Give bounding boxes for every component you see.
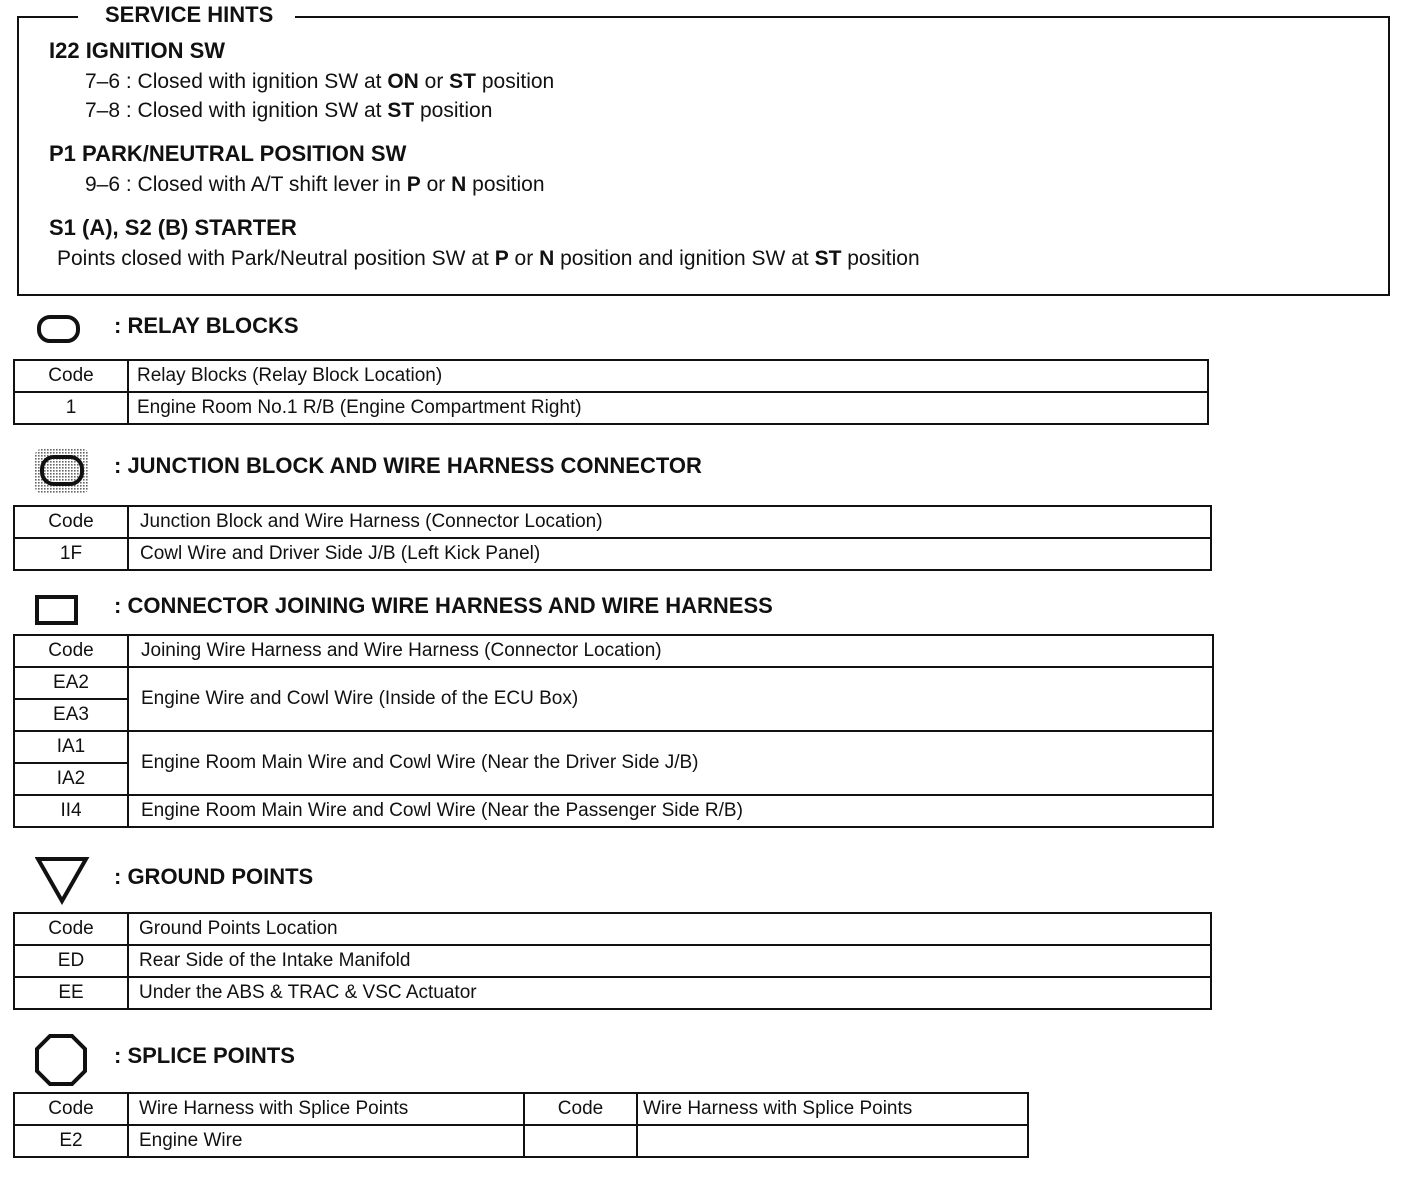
table-row xyxy=(14,392,1208,424)
relay-blocks-title: : RELAY BLOCKS xyxy=(114,313,299,338)
ground-points-title: : GROUND POINTS xyxy=(114,864,314,889)
table-header-row xyxy=(14,1093,1028,1125)
cell-desc xyxy=(637,1125,1028,1157)
table-row xyxy=(14,977,1211,1009)
hint-line: 9–6 : Closed with A/T shift lever in P or N position xyxy=(85,173,545,196)
hint-heading-starter: S1 (A), S2 (B) STARTER xyxy=(49,215,297,240)
cell-desc: Engine Room No.1 R/B (Engine Compartment Right) xyxy=(128,392,1208,424)
cell-code xyxy=(524,1125,637,1157)
cell-desc: Engine Wire and Cowl Wire (Inside of the ECU Box) xyxy=(128,667,1213,731)
header-desc: Joining Wire Harness and Wire Harness (Connector Location) xyxy=(128,635,1213,667)
triangle-down-icon xyxy=(35,855,91,905)
cell-code: EA2 xyxy=(14,667,128,699)
header-code: Code xyxy=(14,1093,128,1125)
splice-points-table xyxy=(13,1092,1029,1158)
junction-block-title: : JUNCTION BLOCK AND WIRE HARNESS CONNECTOR xyxy=(114,453,702,478)
hint-heading-ignition-sw: I22 IGNITION SW xyxy=(49,38,226,63)
service-hints-title: SERVICE HINTS xyxy=(78,2,295,28)
shaded-rounded-rect-icon xyxy=(35,449,89,493)
splice-points-title: : SPLICE POINTS xyxy=(114,1043,295,1068)
header-code: Code xyxy=(14,360,128,392)
header-desc: Wire Harness with Splice Points xyxy=(128,1093,524,1125)
cell-code: 1 xyxy=(14,392,128,424)
header-code: Code xyxy=(14,506,128,538)
header-code: Code xyxy=(14,635,128,667)
table-row xyxy=(14,945,1211,977)
hint-line: Points closed with Park/Neutral position SW at P or N position and ignition SW at ST position xyxy=(57,247,920,270)
cell-desc: Engine Room Main Wire and Cowl Wire (Near the Passenger Side R/B) xyxy=(128,795,1213,827)
connector-table xyxy=(13,634,1214,828)
cell-code: ED xyxy=(14,945,128,977)
header-desc: Junction Block and Wire Harness (Connector Location) xyxy=(128,506,1211,538)
table-row xyxy=(14,667,1213,699)
header-code: Code xyxy=(14,913,128,945)
connector-title: : CONNECTOR JOINING WIRE HARNESS AND WIRE HARNESS xyxy=(114,593,773,618)
header-desc: Ground Points Location xyxy=(128,913,1211,945)
cell-code: IA1 xyxy=(14,731,128,763)
cell-desc: Cowl Wire and Driver Side J/B (Left Kick Panel) xyxy=(128,538,1211,570)
octagon-icon xyxy=(33,1033,89,1087)
cell-code: IA2 xyxy=(14,763,128,795)
table-header-row xyxy=(14,913,1211,945)
header-desc: Wire Harness with Splice Points xyxy=(637,1093,1028,1125)
junction-block-table xyxy=(13,505,1212,571)
table-row xyxy=(14,538,1211,570)
rounded-rect-icon xyxy=(36,313,82,345)
table-header-row xyxy=(14,506,1211,538)
relay-blocks-table xyxy=(13,359,1209,425)
table-row xyxy=(14,731,1213,763)
table-row xyxy=(14,1125,1028,1157)
rectangle-icon xyxy=(34,594,80,626)
table-row xyxy=(14,795,1213,827)
cell-desc: Engine Wire xyxy=(128,1125,524,1157)
hint-line: 7–6 : Closed with ignition SW at ON or ST position xyxy=(85,70,555,93)
hint-heading-park-neutral-sw: P1 PARK/NEUTRAL POSITION SW xyxy=(49,141,407,166)
cell-code: 1F xyxy=(14,538,128,570)
header-desc: Relay Blocks (Relay Block Location) xyxy=(128,360,1208,392)
cell-code: EE xyxy=(14,977,128,1009)
hint-line: 7–8 : Closed with ignition SW at ST position xyxy=(85,99,493,122)
cell-code: E2 xyxy=(14,1125,128,1157)
header-code: Code xyxy=(524,1093,637,1125)
cell-code: II4 xyxy=(14,795,128,827)
table-header-row xyxy=(14,635,1213,667)
ground-points-table xyxy=(13,912,1212,1010)
table-header-row xyxy=(14,360,1208,392)
cell-code: EA3 xyxy=(14,699,128,731)
cell-desc: Rear Side of the Intake Manifold xyxy=(128,945,1211,977)
cell-desc: Engine Room Main Wire and Cowl Wire (Near the Driver Side J/B) xyxy=(128,731,1213,795)
cell-desc: Under the ABS & TRAC & VSC Actuator xyxy=(128,977,1211,1009)
